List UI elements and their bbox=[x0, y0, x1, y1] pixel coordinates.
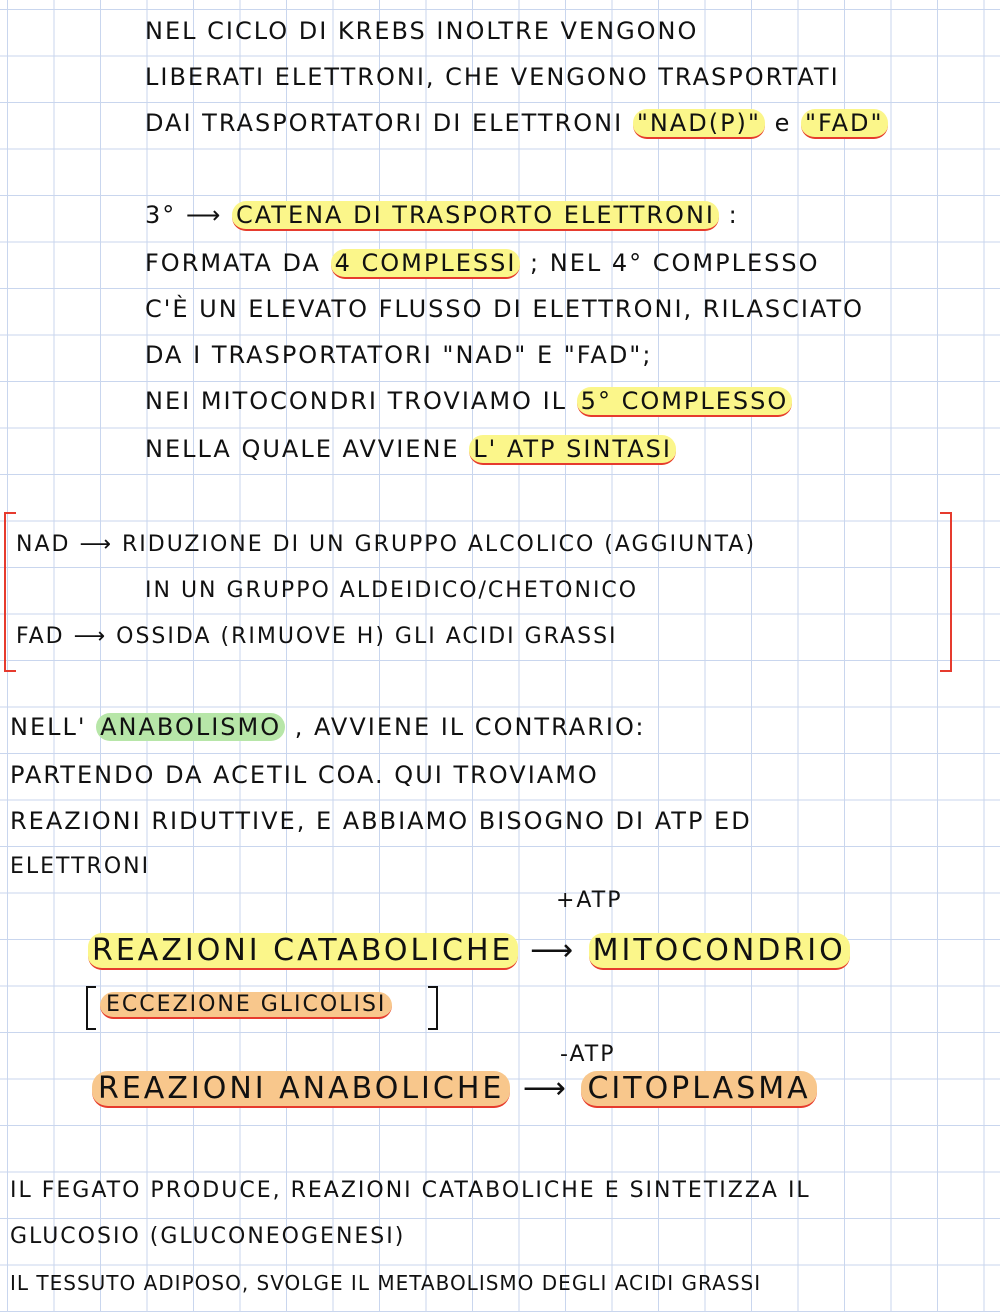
note-line-mitocondri bbox=[145, 386, 792, 416]
note-line-nad-fad: DA I TRASPORTATORI "NAD" E "FAD"; bbox=[145, 341, 653, 369]
diagram-row-catabolic bbox=[88, 933, 850, 968]
highlight-anabolismo: ANABOLISMO bbox=[96, 713, 285, 741]
arrow-icon: ⟶ bbox=[522, 1071, 569, 1106]
highlight-reazioni-anaboliche: REAZIONI ANABOLICHE bbox=[92, 1071, 510, 1108]
note-line-aldeidico: IN UN GRUPPO ALDEIDICO/CHETONICO bbox=[145, 578, 639, 603]
note-line-atp-sintasi bbox=[145, 434, 676, 464]
highlight-5-complesso: 5° COMPLESSO bbox=[577, 387, 793, 417]
note-text: DAI TRASPORTATORI DI ELETTRONI bbox=[145, 109, 624, 137]
note-line-anabolismo bbox=[10, 712, 646, 742]
note-line-nad-riduzione: NAD ⟶ RIDUZIONE DI UN GRUPPO ALCOLICO (AGGIUNTA) bbox=[16, 532, 757, 557]
arrow-icon: ⟶ bbox=[530, 933, 577, 968]
note-line-trasportatori bbox=[145, 108, 888, 138]
highlight-nadp: "NAD(P)" bbox=[633, 109, 765, 139]
highlight-mitocondrio: MITOCONDRIO bbox=[589, 933, 850, 970]
highlight-citoplasma: CITOPLASMA bbox=[581, 1071, 816, 1108]
note-text-e: e bbox=[774, 109, 792, 137]
highlight-eccezione-glicolisi: ECCEZIONE GLICOLISI bbox=[100, 992, 392, 1019]
diagram-row-anabolic bbox=[92, 1071, 817, 1106]
highlight-catena: CATENA DI TRASPORTO ELETTRONI bbox=[232, 201, 719, 231]
red-bracket-left bbox=[4, 512, 16, 672]
note-line-catena bbox=[145, 200, 739, 230]
note-line-complessi bbox=[145, 248, 820, 278]
highlight-atp-sintasi: L' ATP SINTASI bbox=[469, 435, 676, 465]
highlight-reazioni-cataboliche: REAZIONI CATABOLICHE bbox=[88, 933, 518, 970]
note-text: NELL' bbox=[10, 713, 87, 741]
red-bracket-right bbox=[940, 512, 952, 672]
highlight-4-complessi: 4 COMPLESSI bbox=[331, 249, 521, 279]
black-bracket-left bbox=[86, 986, 96, 1030]
note-line-krebs: NEL CICLO DI KREBS INOLTRE VENGONO bbox=[145, 17, 699, 45]
note-text: FORMATA DA bbox=[145, 249, 321, 277]
label-minus-atp: -ATP bbox=[560, 1042, 616, 1067]
note-line-flusso: C'È UN ELEVATO FLUSSO DI ELETTRONI, RILASCIATO bbox=[145, 295, 865, 323]
label-plus-atp: +ATP bbox=[556, 888, 623, 913]
note-line-glucosio: GLUCOSIO (GLUCONEOGENESI) bbox=[10, 1224, 406, 1249]
note-text: , AVVIENE IL CONTRARIO: bbox=[294, 713, 646, 741]
step-number: 3° bbox=[145, 201, 177, 229]
note-line-acetil-coa: PARTENDO DA ACETIL COA. QUI TROVIAMO bbox=[10, 761, 599, 789]
note-text: NEI MITOCONDRI TROVIAMO IL bbox=[145, 387, 568, 415]
colon: : bbox=[728, 201, 739, 229]
note-line-fad-ossida: FAD ⟶ OSSIDA (RIMUOVE H) GLI ACIDI GRASSI bbox=[16, 624, 618, 649]
note-line-tessuto-adiposo: IL TESSUTO ADIPOSO, SVOLGE IL METABOLISMO DEGLI ACIDI GRASSI bbox=[10, 1271, 762, 1295]
note-line-liberati: LIBERATI ELETTRONI, CHE VENGONO TRASPORTATI bbox=[145, 63, 840, 91]
note-line-riduttive: REAZIONI RIDUTTIVE, E ABBIAMO BISOGNO DI ATP ED bbox=[10, 807, 752, 835]
note-text: ; NEL 4° COMPLESSO bbox=[530, 249, 820, 277]
note-line-elettroni: ELETTRONI bbox=[10, 854, 151, 879]
arrow-icon: ⟶ bbox=[185, 201, 223, 229]
note-eccezione-glicolisi bbox=[100, 990, 392, 1020]
note-line-fegato: IL FEGATO PRODUCE, REAZIONI CATABOLICHE E SINTETIZZA IL bbox=[10, 1178, 811, 1203]
highlight-fad: "FAD" bbox=[801, 109, 888, 139]
black-bracket-right bbox=[428, 986, 438, 1030]
note-text: NELLA QUALE AVVIENE bbox=[145, 435, 460, 463]
